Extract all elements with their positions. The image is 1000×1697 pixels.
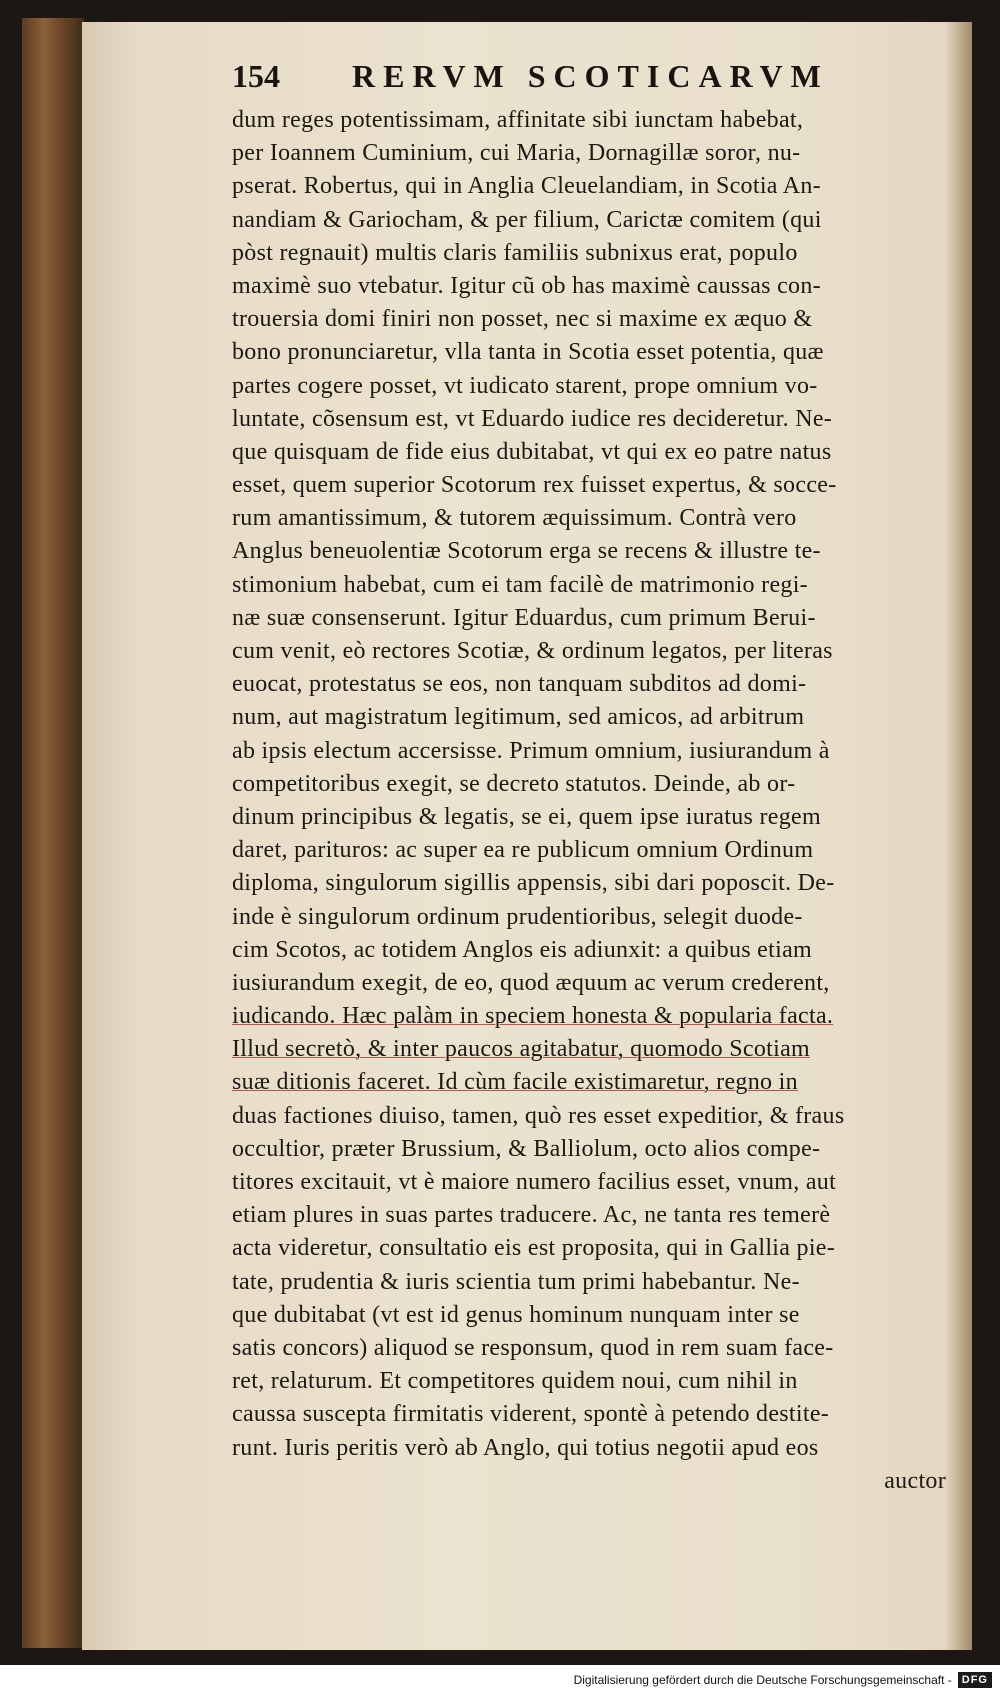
footer xyxy=(574,1669,992,1691)
text-line: stimonium habebat, cum ei tam facilè de matrimonio regi- xyxy=(232,571,808,598)
text-line: pòst regnauit) multis claris familiis subnixus erat, populo xyxy=(232,239,798,266)
text-line: luntate, cõsensum est, vt Eduardo iudice res decideretur. Ne- xyxy=(232,405,833,432)
text-line: que dubitabat (vt est id genus hominum nunquam inter se xyxy=(232,1301,800,1328)
text-line: que quisquam de fide eius dubitabat, vt qui ex eo patre natus xyxy=(232,438,832,465)
text-line: iusiurandum exegit, de eo, quod æquum ac verum crederent, xyxy=(232,969,830,996)
text-line: dinum principibus & legatis, se ei, quem ipse iuratus regem xyxy=(232,803,821,830)
text-line: suæ ditionis faceret. Id cùm facile existimaretur, regno in xyxy=(232,1069,798,1096)
text-line: acta videretur, consultatio eis est proposita, qui in Gallia pie- xyxy=(232,1235,836,1262)
text-line: inde è singulorum ordinum prudentioribus, selegit duode- xyxy=(232,903,803,930)
text-line: num, aut magistratum legitimum, sed amicos, ad arbitrum xyxy=(232,704,805,731)
dfg-logo: DFG xyxy=(958,1672,992,1688)
text-line: euocat, protestatus se eos, non tanquam subditos ad domi- xyxy=(232,671,807,698)
text-line: cim Scotos, ac totidem Anglos eis adiunxit: a quibus etiam xyxy=(232,936,812,963)
text-line: Anglus beneuolentiæ Scotorum erga se recens & illustre te- xyxy=(232,538,821,565)
book-spine xyxy=(22,18,84,1648)
text-line: duas factiones diuiso, tamen, quò res esset expeditior, & fraus xyxy=(232,1102,845,1129)
text-line: bono pronunciaretur, vlla tanta in Scotia esset potentia, quæ xyxy=(232,339,824,366)
text-line: daret, parituros: ac super ea re publicum omnium Ordinum xyxy=(232,837,814,864)
text-line: trouersia domi finiri non posset, nec si maxime ex æquo & xyxy=(232,306,813,333)
text-line: pserat. Robertus, qui in Anglia Cleuelandiam, in Scotia An- xyxy=(232,173,821,200)
text-line: Illud secretò, & inter paucos agitabatur, quomodo Scotiam xyxy=(232,1036,810,1063)
text-line: occultior, præter Brussium, & Balliolum, octo alios compe- xyxy=(232,1135,821,1162)
text-line: diploma, singulorum sigillis appensis, sibi dari poposcit. De- xyxy=(232,870,835,897)
text-line: etiam plures in suas partes traducere. Ac, ne tanta res temerè xyxy=(232,1202,831,1229)
running-title: RERVM SCOTICARVM xyxy=(352,58,829,94)
text-line: næ suæ consenserunt. Igitur Eduardus, cum primum Berui- xyxy=(232,604,816,631)
text-line: maximè suo vtebatur. Igitur cũ ob has maximè caussas con- xyxy=(232,272,821,299)
text-line: nandiam & Gariocham, & per filium, Carictæ comitem (qui xyxy=(232,206,822,233)
text-line: per Ioannem Cuminium, cui Maria, Dornagillæ soror, nu- xyxy=(232,140,801,167)
page-number: 154 xyxy=(232,58,280,94)
body-text xyxy=(232,104,972,1498)
text-line: iudicando. Hæc palàm in speciem honesta & popularia facta. xyxy=(232,1003,834,1030)
text-line: titores excitauit, vt è maiore numero facilius esset, vnum, aut xyxy=(232,1169,837,1195)
text-line: auctor xyxy=(884,1467,946,1494)
page-header xyxy=(232,58,872,104)
footer-credit: Digitalisierung gefördert durch die Deutsche Forschungsgemeinschaft - xyxy=(573,1673,952,1687)
text-line: ret, relaturum. Et competitores quidem noui, cum nihil in xyxy=(232,1368,798,1395)
text-line: ab ipsis electum accersisse. Primum omnium, iusiurandum à xyxy=(232,737,830,764)
text-line: runt. Iuris peritis verò ab Anglo, qui totius negotii apud eos xyxy=(232,1434,819,1461)
text-line: esset, quem superior Scotorum rex fuisset expertus, & socce- xyxy=(232,472,837,499)
text-line: tate, prudentia & iuris scientia tum primi habebantur. Ne- xyxy=(232,1268,800,1295)
text-line: cum venit, eò rectores Scotiæ, & ordinum legatos, per literas xyxy=(232,638,833,664)
text-line: caussa suscepta firmitatis viderent, spontè à petendo destite- xyxy=(232,1401,830,1428)
text-line: satis concors) aliquod se responsum, quod in rem suam face- xyxy=(232,1334,834,1361)
text-line: dum reges potentissimam, affinitate sibi iunctam habebat, xyxy=(232,107,804,133)
text-line: competitoribus exegit, se decreto statutos. Deinde, ab or- xyxy=(232,770,796,797)
text-line: partes cogere posset, vt iudicato starent, prope omnium vo- xyxy=(232,372,818,399)
text-line: rum amantissimum, & tutorem æquissimum. Contrà vero xyxy=(232,505,797,532)
